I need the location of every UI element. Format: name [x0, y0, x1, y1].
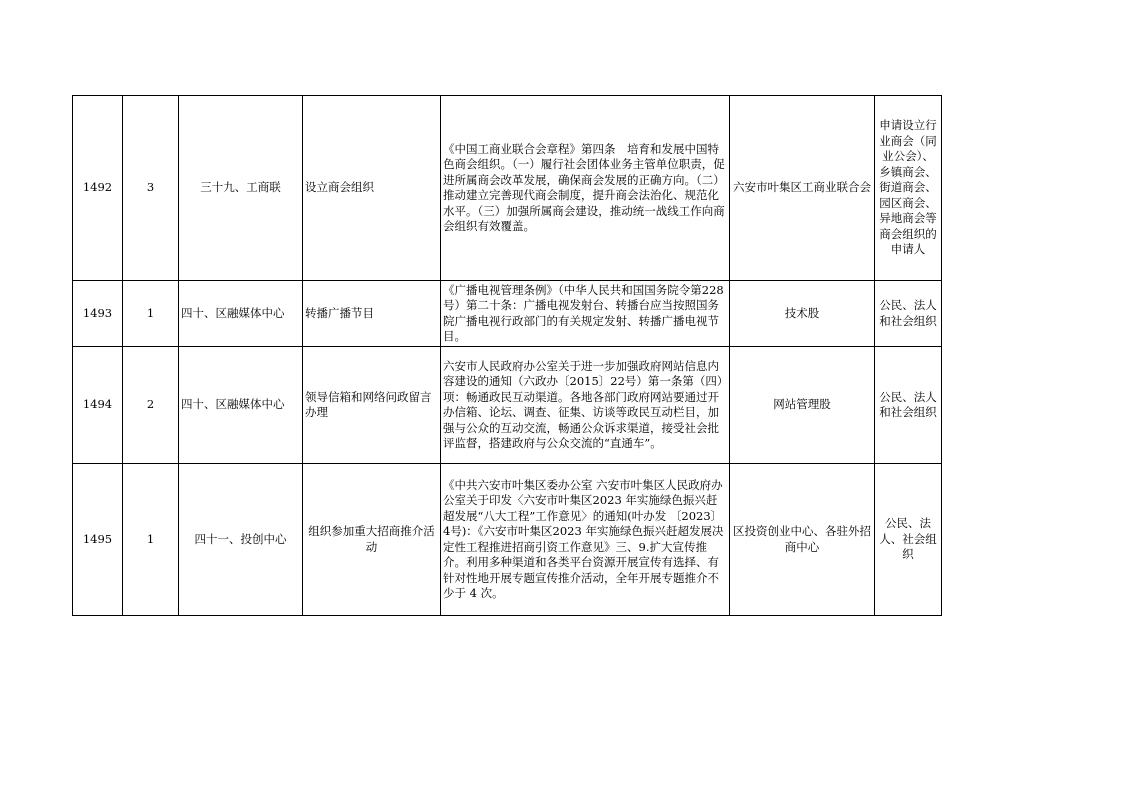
sequence-cell: 3 — [123, 96, 179, 281]
item-name-cell: 组织参加重大招商推介活动 — [303, 464, 441, 616]
row-number-cell: 1493 — [73, 281, 123, 347]
responsible-unit-cell: 区投资创业中心、各驻外招商中心 — [730, 464, 875, 616]
responsible-unit-cell: 六安市叶集区工商业联合会 — [730, 96, 875, 281]
table-row — [73, 281, 942, 347]
row-number-cell: 1495 — [73, 464, 123, 616]
sequence-cell: 2 — [123, 347, 179, 464]
sequence-cell: 1 — [123, 464, 179, 616]
service-items-table — [72, 95, 942, 616]
item-name-cell: 转播广播节目 — [303, 281, 441, 347]
department-cell: 四十、区融媒体中心 — [179, 281, 303, 347]
department-cell: 四十、区融媒体中心 — [179, 347, 303, 464]
row-number-cell: 1494 — [73, 347, 123, 464]
table-row — [73, 347, 942, 464]
service-target-cell: 申请设立行业商会（同业公会）、乡镇商会、街道商会、园区商会、异地商会等商会组织的申请人 — [875, 96, 942, 281]
service-target-cell: 公民、法人、社会组织 — [875, 464, 942, 616]
sequence-cell: 1 — [123, 281, 179, 347]
service-target-cell: 公民、法人和社会组织 — [875, 281, 942, 347]
legal-basis-cell: 《中共六安市叶集区委办公室 六安市叶集区人民政府办公室关于印发〈六安市叶集区2023 年实施绿色振兴赶超发展“八大工程”工作意见〉的通知(叶办发 〔2023〕4号)：《六安市叶集区2023 年实施绿色振兴赶超发展决定性工程推进招商引资工作意见》三、9.扩大宣传推介。利用多种渠道和各类平台资源开展宣传有选择、有针对性地开展专题宣传推介活动，全年开展专题推介不少于 4 次。 — [441, 464, 730, 616]
row-number-cell: 1492 — [73, 96, 123, 281]
responsible-unit-cell: 网站管理股 — [730, 347, 875, 464]
table-row — [73, 464, 942, 616]
item-name-cell: 设立商会组织 — [303, 96, 441, 281]
legal-basis-cell: 《广播电视管理条例》（中华人民共和国国务院令第228号）第二十条：广播电视发射台、转播台应当按照国务院广播电视行政部门的有关规定发射、转播广播电视节目。 — [441, 281, 730, 347]
legal-basis-cell: 六安市人民政府办公室关于进一步加强政府网站信息内容建设的通知（六政办〔2015〕22号）第一条第（四）项：畅通政民互动渠道。各地各部门政府网站要通过开办信箱、论坛、调查、征集、访谈等政民互动栏目，加强与公众的互动交流，畅通公众诉求渠道，接受社会批评监督，搭建政府与公众交流的“直通车”。 — [441, 347, 730, 464]
item-name-cell: 领导信箱和网络问政留言办理 — [303, 347, 441, 464]
table-row — [73, 96, 942, 281]
department-cell: 四十一、投创中心 — [179, 464, 303, 616]
responsible-unit-cell: 技术股 — [730, 281, 875, 347]
service-target-cell: 公民、法人和社会组织 — [875, 347, 942, 464]
department-cell: 三十九、工商联 — [179, 96, 303, 281]
legal-basis-cell: 《中国工商业联合会章程》第四条 培育和发展中国特色商会组织。（一）履行社会团体业务主管单位职责，促进所属商会改革发展，确保商会发展的正确方向。（二）推动建立完善现代商会制度，提升商会法治化、规范化水平。（三）加强所属商会建设，推动统一战线工作向商会组织有效覆盖。 — [441, 96, 730, 281]
